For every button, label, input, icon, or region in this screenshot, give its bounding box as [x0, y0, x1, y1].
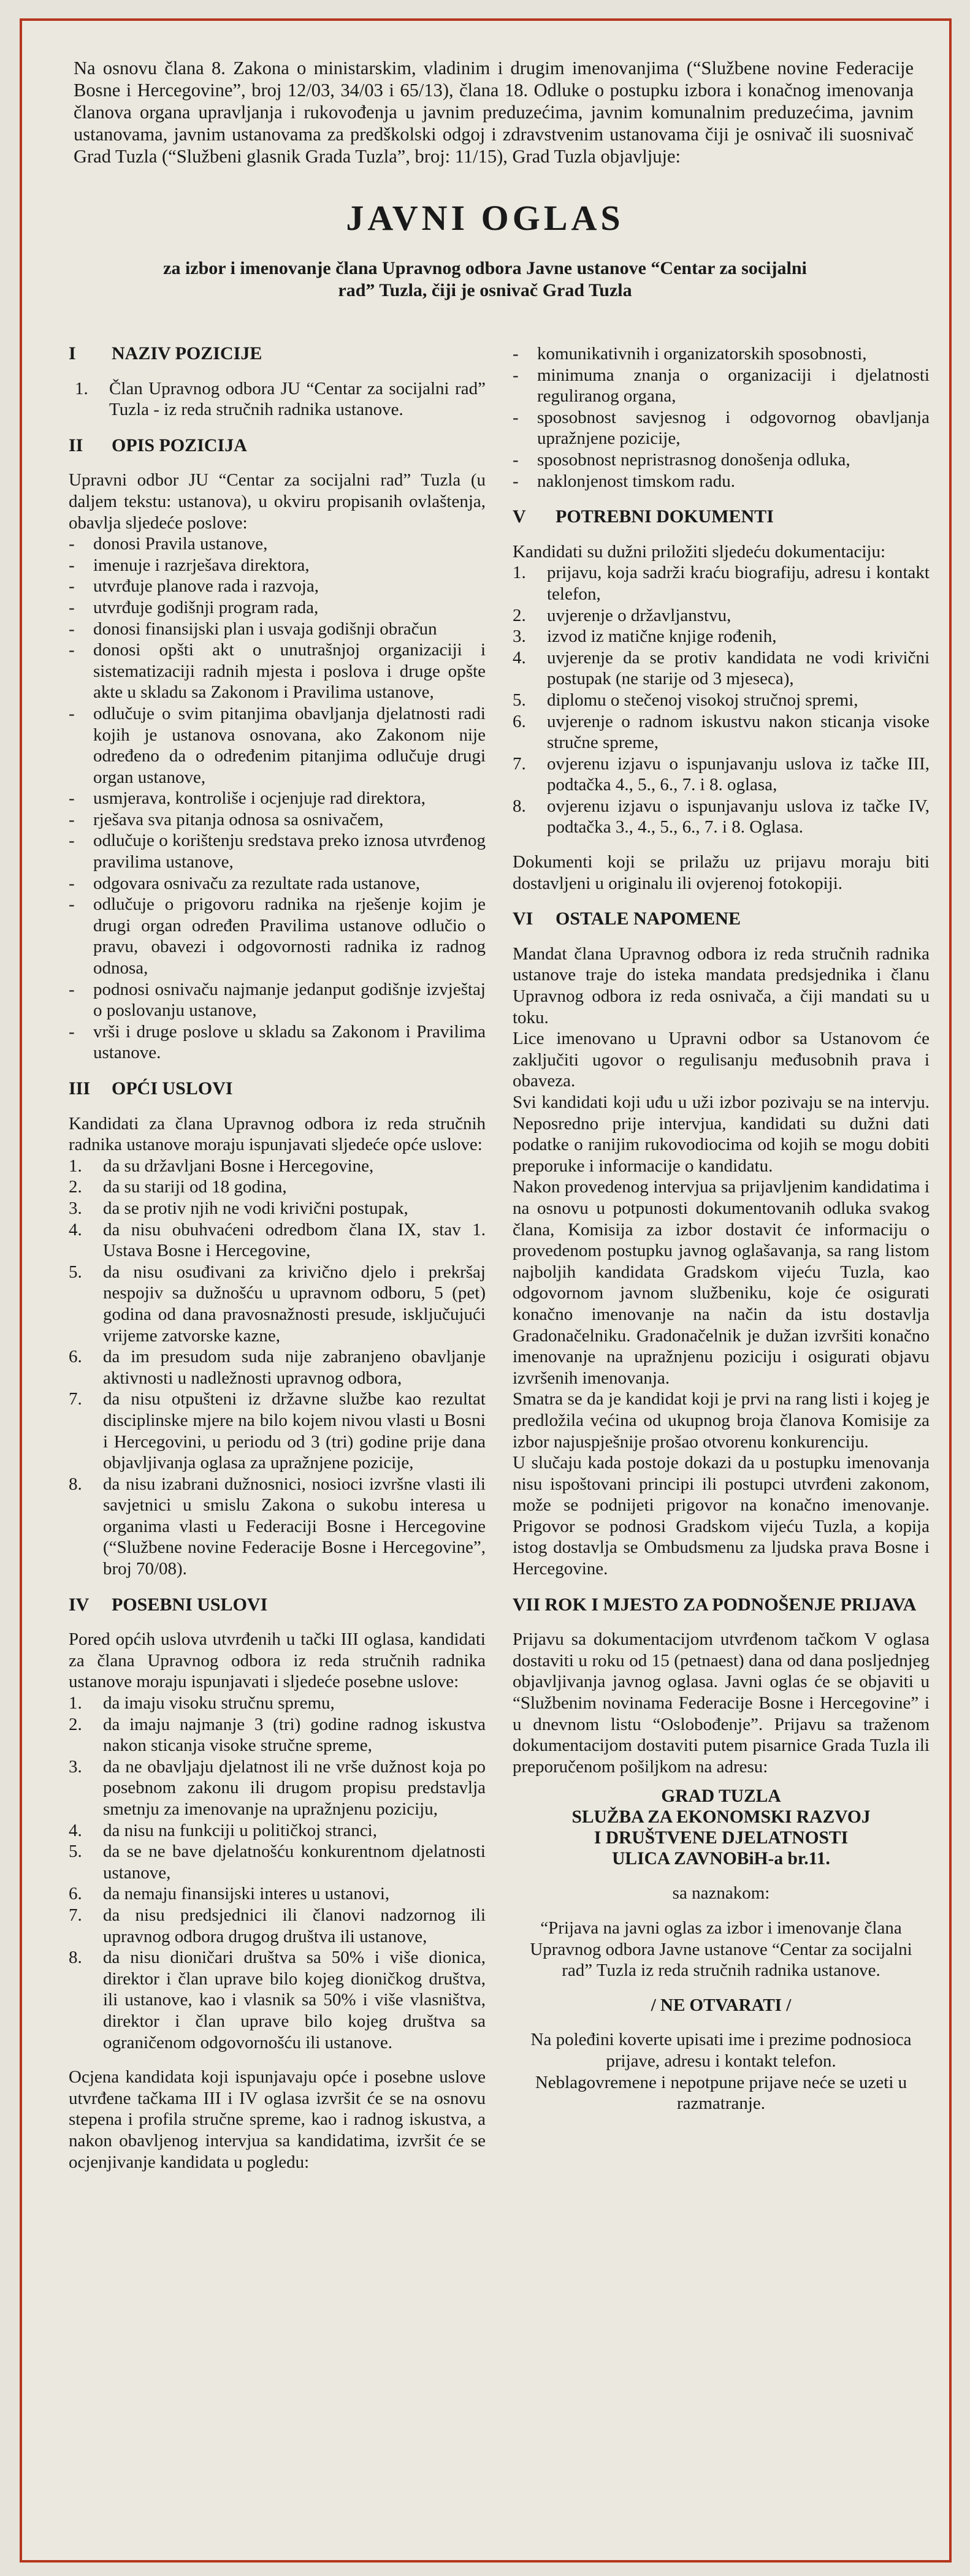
list-item	[69, 378, 486, 421]
item-number: 4.	[513, 647, 526, 668]
special-conditions-list	[69, 1693, 486, 2053]
submission-paragraph: Prijavu sa dokumentacijom utvrđenom tačkom V oglasa dostaviti u roku od 15 (petnaest) dana od dana posljednjeg objavljivanja javnog oglasa. Javni oglas će se objaviti u “Službenim novinama Federacije Bosne i Hercegovine” i u dnevnom listu “Oslobođenje”. Prijavu sa traženom dokumentacijom dostaviti putem pisarnice Grada Tuzla ili preporučenom pošiljkom na adresu:	[513, 1629, 930, 1777]
do-not-open-label: / NE OTVARATI /	[651, 1995, 792, 2015]
item-text: da nisu na funkciji u političkoj stranci,	[103, 1820, 377, 1840]
section-title: POTREBNI DOKUMENTI	[556, 506, 774, 527]
item-text: imenuje i razrješava direktora,	[93, 555, 310, 575]
item-text: da su državljani Bosne i Hercegovine,	[103, 1156, 374, 1176]
item-number: 8.	[69, 1474, 82, 1494]
item-text: donosi opšti akt o unutrašnjoj organizaciji i sistematizaciji radnih mjesta i poslova i druge opšte akte u skladu sa Zakonom i Pravilima ustanove,	[93, 640, 486, 703]
item-text: utvrđuje godišnji program rada,	[93, 597, 319, 617]
section-heading	[69, 435, 486, 457]
item-text: da nisu predsjednici ili članovi nadzornog ili upravnog odbora drugog društva ili ustanove,	[103, 1905, 486, 1946]
item-text: sposobnost savjesnog i odgovornog obavljanja upražnjene pozicije,	[537, 407, 930, 449]
section-heading	[69, 1078, 486, 1100]
item-text: minimuma znanja o organizaciji i djelatnosti reguliranog organa,	[537, 365, 930, 406]
list-item	[69, 1756, 486, 1820]
item-text: diplomu o stečenoj visokoj stručnoj spremi,	[547, 690, 858, 710]
list-item	[69, 1841, 486, 1883]
list-item	[69, 1156, 486, 1177]
item-text: da nemaju finansijski interes u ustanovi,	[103, 1884, 390, 1904]
list-item: - minimuma znanja o organizaciji i djelatnosti reguliranog organa,	[513, 365, 930, 406]
item-number: 1.	[69, 1693, 82, 1713]
list-item: - naklonjenost timskom radu.	[513, 471, 930, 492]
item-number: 7.	[69, 1389, 82, 1409]
duties-list	[69, 533, 486, 1064]
list-item	[69, 1219, 486, 1262]
page-subtitle: za izbor i imenovanje člana Upravnog odbora Javne ustanove “Centar za socijalni rad” Tuzla, čiji je osnivač Grad Tuzla	[163, 258, 807, 300]
item-text: da su stariji od 18 godina,	[103, 1177, 287, 1197]
item-text: uvjerenje da se protiv kandidata ne vodi krivični postupak (ne starije od 3 mjeseca),	[547, 647, 930, 689]
list-item: - rješava sva pitanja odnosa sa osnivačem,	[69, 809, 486, 831]
list-item	[69, 1820, 486, 1842]
general-conditions-list	[69, 1156, 486, 1580]
section-title: OPIS POZICIJA	[112, 435, 247, 455]
section-title: NAZIV POZICIJE	[112, 343, 262, 364]
list-item	[69, 1947, 486, 2053]
item-number: 5.	[513, 690, 526, 710]
item-text: usmjerava, kontroliše i ocjenjuje rad direktora,	[93, 788, 426, 809]
list-item: - utvrđuje godišnji program rada,	[69, 597, 486, 619]
item-text: odgovara osnivaču za rezultate rada ustanove,	[93, 873, 421, 893]
notes-paragraph: Svi kandidati koji uđu u uži izbor pozivaju se na intervju. Neposredno prije intervjua, kandidati su dužni dati podatke o ranijim rukovodiocima od kojih se mogu dobiti preporuke i informacije o kandidatu.	[513, 1092, 930, 1176]
item-number: 2.	[69, 1177, 82, 1197]
list-item: - komunikativnih i organizatorskih sposobnosti,	[513, 343, 930, 365]
item-text: uvjerenje o državljanstvu,	[547, 605, 731, 625]
evaluation-paragraph: Ocjena kandidata koji ispunjavaju opće i posebne uslove utvrđene tačkama III i IV oglasa izvršit će se na osnovu stepena i profila stručne spreme, kao i radnog iskustva, a nakon obavljenog intervjua sa kandidatima, izvršit će se ocjenjivanje kandidata u pogledu:	[69, 2067, 486, 2172]
list-item	[69, 1905, 486, 1947]
item-text: utvrđuje planove rada i razvoja,	[93, 576, 319, 596]
item-text: komunikativnih i organizatorskih sposobnosti,	[537, 344, 867, 364]
item-text: prijavu, koja sadrži kraću biografiju, adresu i kontakt telefon,	[547, 563, 930, 604]
notes-paragraph: Lice imenovano u Upravni odbor sa Ustanovom će zaključiti ugovor o regulisanju međusobnih prava i obaveza.	[513, 1029, 930, 1091]
late-applications-note: Neblagovremene i nepotpune prijave neće se uzeti u razmatranje.	[535, 2072, 907, 2114]
item-text: vrši i druge poslove u skladu sa Zakonom i Pravilima ustanove.	[93, 1021, 486, 1063]
item-number: 3.	[69, 1756, 82, 1777]
item-number: 6.	[513, 711, 526, 731]
notes-paragraph: Nakon provedenog intervjua sa prijavljenim kandidatima i na osnovu u potpunosti dokumentovanih odluka svakog člana, Komisija za izbor dostavit će informaciju o provedenom postupku javnog oglašavanja, sa rang listom najboljih kandidata Gradskom vijeću Tuzla, kao odgovornom javnom službeniku, koje će osigurati konačno imenovanje na način da istu dostavlja Gradonačelniku. Gradonačelnik je dužan izvršiti konačno imenovanje na upražnjenu poziciju i osigurati objavu izvršenih imenovanja.	[513, 1177, 930, 1388]
section-heading	[513, 1595, 930, 1616]
list-item	[513, 753, 930, 796]
item-text: rješava sva pitanja odnosa sa osnivačem,	[93, 809, 384, 829]
item-text: podnosi osnivaču najmanje jedanput godišnje izvještaj o poslovanju ustanove,	[93, 979, 486, 1021]
section-heading	[513, 506, 930, 528]
section-heading	[513, 909, 930, 930]
item-number: 7.	[69, 1905, 82, 1925]
address-line: SLUŽBA ZA EKONOMSKI RAZVOJ	[571, 1807, 871, 1827]
item-number: 1.	[69, 1156, 82, 1176]
section-number: II	[69, 435, 83, 455]
list-item: - odlučuje o korištenju sredstava preko iznosa utvrđenog pravilima ustanove,	[69, 831, 486, 872]
list-item	[69, 1714, 486, 1756]
list-item: - sposobnost nepristrasnog donošenja odluka,	[513, 449, 930, 471]
item-text: odlučuje o korištenju sredstava preko iznosa utvrđenog pravilima ustanove,	[93, 831, 486, 872]
section-heading	[69, 1595, 486, 1616]
position-list	[69, 378, 486, 421]
item-text: odlučuje o svim pitanjima obavljanja djelatnosti radi kojih je ustanova osnovana, ako Zakonom nije određeno da o određenim pitanjima odlučuje drugi organ ustanove,	[93, 703, 486, 787]
item-text: odlučuje o prigovoru radnika na rješenje kojim je drugi organ određen Pravilima ustanove odlučio o pravu, obavezi i odgovornosti radnika iz radnog odnosa,	[93, 894, 486, 978]
list-item: - vrši i druge poslove u skladu sa Zakonom i Pravilima ustanove.	[69, 1021, 486, 1063]
address-block	[513, 1786, 930, 1869]
item-number: 6.	[69, 1884, 82, 1904]
item-text: da im presudom suda nije zabranjeno obavljanje aktivnosti u nadležnosti upravnog odbora,	[103, 1347, 486, 1388]
list-item	[69, 1693, 486, 1714]
section-number: VI	[513, 909, 533, 929]
item-text: Član Upravnog odbora JU “Centar za socijalni rad” Tuzla - iz reda stručnih radnika ustanove.	[109, 378, 486, 420]
list-item	[513, 647, 930, 690]
item-text: izvod iz matične knjige rođenih,	[547, 627, 777, 647]
section-intro: Kandidati za člana Upravnog odbora iz reda stručnih radnika ustanove moraju ispunjavati sljedeće opće uslove:	[69, 1113, 486, 1155]
section-intro: Kandidati su dužni priložiti sljedeću dokumentaciju:	[513, 541, 886, 562]
list-item	[513, 711, 930, 753]
item-number: 8.	[69, 1948, 82, 1968]
list-item	[69, 1389, 486, 1473]
list-item	[69, 1346, 486, 1389]
item-text: donosi finansijski plan i usvaja godišnji obračun	[93, 619, 437, 639]
notes-paragraph: U slučaju kada postoje dokazi da u postupku imenovanja nisu ispoštovani principi ili postupci utvrđeni zakonom, može se podnijeti prigovor na konačno imenovanje. Prigovor se podnosi Gradskom vijeću Tuzla, a kopija istog dostavlja se Ombudsmenu za ljudska prava Bosne i Hercegovine.	[513, 1453, 930, 1579]
list-item	[513, 626, 930, 647]
evaluation-criteria-list	[513, 343, 930, 492]
page-title: JAVNI OGLAS	[346, 198, 624, 238]
envelope-marking: “Prijava na javni oglas za izbor i imenovanje člana Upravnog odbora Javne ustanove “Centar za socijalni rad” Tuzla iz reda stručnih radnika ustanove.	[530, 1918, 912, 1981]
list-item: - odlučuje o svim pitanjima obavljanja djelatnosti radi kojih je ustanova osnovana, ako Zakonom nije određeno da o određenim pitanjima odlučuje drugi organ ustanove,	[69, 703, 486, 787]
item-number: 6.	[69, 1347, 82, 1367]
list-item: - usmjerava, kontroliše i ocjenjuje rad direktora,	[69, 788, 486, 809]
list-item	[513, 690, 930, 711]
item-number: 2.	[69, 1714, 82, 1734]
section-number: III	[69, 1078, 91, 1099]
list-item: - donosi finansijski plan i usvaja godišnji obračun	[69, 619, 486, 640]
notes-paragraph: Mandat člana Upravnog odbora iz reda stručnih radnika ustanove traje do isteka mandata predsjednika i članu Upravnog odbora iz reda osnivača, a čiji mandati su u toku.	[513, 943, 930, 1027]
item-text: donosi Pravila ustanove,	[93, 534, 268, 554]
item-text: da nisu obuhvaćeni odredbom člana IX, stav 1. Ustava Bosne i Hercegovine,	[103, 1219, 486, 1261]
item-number: 4.	[69, 1820, 82, 1840]
list-item: - utvrđuje planove rada i razvoja,	[69, 576, 486, 597]
list-item: - odgovara osnivaču za rezultate rada ustanove,	[69, 873, 486, 894]
section-title: OPĆI USLOVI	[112, 1078, 233, 1099]
envelope-instructions: Na poleđini koverte upisati ime i prezime podnosioca prijave, adresu i kontakt telefon.	[530, 2030, 912, 2071]
intro-paragraph: Na osnovu člana 8. Zakona o ministarskim, vladinim i drugim imenovanjima (“Službene novine Federacije Bosne i Hercegovine”, broj 12/03, 34/03 i 65/13), člana 18. Odluke o postupku izbora i konačnog imenovanja članova organa upravljanja i rukovođenja u javnim preduzećima, javnim komunalnim preduzećima, javnim ustanovama, javnim ustanovama za predškolski odgoj i zdravstvenim ustanovama čiji je osnivač ili suosnivač Grad Tuzla (“Službeni glasnik Grada Tuzla”, broj: 11/15), Grad Tuzla objavljuje:	[74, 57, 914, 167]
list-item	[69, 1262, 486, 1346]
right-column	[513, 343, 930, 2114]
item-number: 7.	[513, 753, 526, 774]
item-text: da nisu osuđivani za krivično djelo i prekršaj nespojiv sa dužnošću u upravnom odboru, 5 (pet) godina od dana pravosnažnosti presude, isključujući vrijeme zatvorske kazne,	[103, 1262, 486, 1346]
list-item	[69, 1198, 486, 1219]
item-number: 1.	[513, 563, 526, 583]
item-number: 2.	[513, 605, 526, 625]
item-number: 3.	[69, 1198, 82, 1218]
address-line: GRAD TUZLA	[661, 1786, 781, 1807]
list-item	[69, 1883, 486, 1905]
section-number: IV	[69, 1594, 90, 1615]
item-number: 8.	[513, 796, 526, 816]
notes-paragraph: Smatra se da je kandidat koji je prvi na rang listi i kojeg je predložila većina od ukupnog broja članova Komisije za izbor najuspješnije prošao otvorenu konkurenciju.	[513, 1389, 930, 1452]
list-item: - donosi opšti akt o unutrašnjoj organizaciji i sistematizaciji radnih mjesta i poslova i druge opšte akte u skladu sa Zakonom i Pravilima ustanove,	[69, 640, 486, 703]
documents-list	[513, 562, 930, 838]
list-item: - sposobnost savjesnog i odgovornog obavljanja upražnjene pozicije,	[513, 407, 930, 449]
item-text: ovjerenu izjavu o ispunjavanju uslova iz tačke IV, podtačka 3., 4., 5., 6., 7. i 8. Oglasa.	[547, 796, 930, 837]
item-text: ovjerenu izjavu o ispunjavanju uslova iz tačke III, podtačka 4., 5., 6., 7. i 8. oglasa,	[547, 753, 930, 795]
list-item	[513, 796, 930, 838]
list-item	[69, 1474, 486, 1580]
item-number: 1.	[75, 378, 88, 398]
section-title: VII ROK I MJESTO ZA PODNOŠENJE PRIJAVA	[513, 1594, 917, 1615]
item-number: 5.	[69, 1842, 82, 1862]
marking-label: sa naznakom:	[672, 1883, 770, 1903]
list-item	[513, 605, 930, 627]
item-text: da se ne bave djelatnošću konkurentnom djelatnosti ustanove,	[103, 1842, 486, 1883]
section-number: V	[513, 506, 526, 527]
item-text: da imaju visoku stručnu spremu,	[103, 1693, 335, 1713]
list-item: - podnosi osnivaču najmanje jedanput godišnje izvještaj o poslovanju ustanove,	[69, 979, 486, 1021]
item-text: da ne obavljaju djelatnost ili ne vrše dužnost koja po posebnom zakonu ili drugom propisu predstavlja smetnju za imenovanje na upražnjenu poziciju,	[103, 1756, 486, 1819]
section-title: POSEBNI USLOVI	[112, 1594, 268, 1615]
item-text: da se protiv njih ne vodi krivični postupak,	[103, 1198, 408, 1218]
list-item: - odlučuje o prigovoru radnika na rješenje kojim je drugi organ određen Pravilima ustanove odlučio o pravu, obavezi i odgovornosti radnika iz radnog odnosa,	[69, 894, 486, 978]
section-title: OSTALE NAPOMENE	[556, 909, 741, 929]
item-text: sposobnost nepristrasnog donošenja odluka,	[537, 449, 850, 470]
item-text: uvjerenje o radnom iskustvu nakon sticanja visoke stručne spreme,	[547, 711, 930, 753]
section-intro: Upravni odbor JU “Centar za socijalni rad” Tuzla (u daljem tekstu: ustanova), u okviru propisanih ovlaštenja, obavlja sljedeće poslove:	[69, 470, 486, 533]
item-text: da nisu dioničari društva sa 50% i više dionica, direktor i član uprave bilo kojeg dioničkog društva, ili ustanove, kao i vlasnik sa 50% i više vlasništva, direktor i član uprave bilo kojeg društva sa ograničenom odgovornošću ili ustanove.	[103, 1948, 486, 2052]
list-item: - donosi Pravila ustanove,	[69, 533, 486, 555]
item-number: 3.	[513, 627, 526, 647]
list-item	[69, 1176, 486, 1198]
item-text: da nisu izabrani dužnosnici, nosioci izvršne vlasti ili savjetnici u smislu Zakona o sukobu interesa u organima vlasti u Federaciji Bosne i Hercegovine (“Službene novine Federacije Bosne i Hercegovine”, broj 70/08).	[103, 1474, 486, 1579]
section-number: I	[69, 343, 76, 364]
item-text: da nisu otpušteni iz državne službe kao rezultat disciplinske mjere na bilo kojem nivou vlasti u Bosni i Hercegovini, u periodu od 3 (tri) godine prije dana objavljivanja oglasa za upražnjene pozicije,	[103, 1389, 486, 1473]
address-line: I DRUŠTVENE DJELATNOSTI	[594, 1828, 849, 1848]
section-intro: Pored općih uslova utvrđenih u tački III oglasa, kandidati za člana Upravnog odbora iz reda stručnih radnika ustanove moraju ispunjavati i sljedeće posebne uslove:	[69, 1629, 486, 1692]
item-text: naklonjenost timskom radu.	[537, 471, 735, 491]
list-item	[513, 562, 930, 604]
item-text: da imaju najmanje 3 (tri) godine radnog iskustva nakon sticanja visoke stručne spreme,	[103, 1714, 486, 1756]
section-heading	[69, 343, 486, 365]
item-number: 4.	[69, 1219, 82, 1240]
left-column	[69, 343, 486, 2173]
address-line: ULICA ZAVNOBiH-a br.11.	[612, 1849, 830, 1869]
documents-note: Dokumenti koji se prilažu uz prijavu moraju biti dostavljeni u originalu ili ovjerenoj fotokopiji.	[513, 852, 930, 893]
list-item: - imenuje i razrješava direktora,	[69, 555, 486, 576]
item-number: 5.	[69, 1262, 82, 1282]
